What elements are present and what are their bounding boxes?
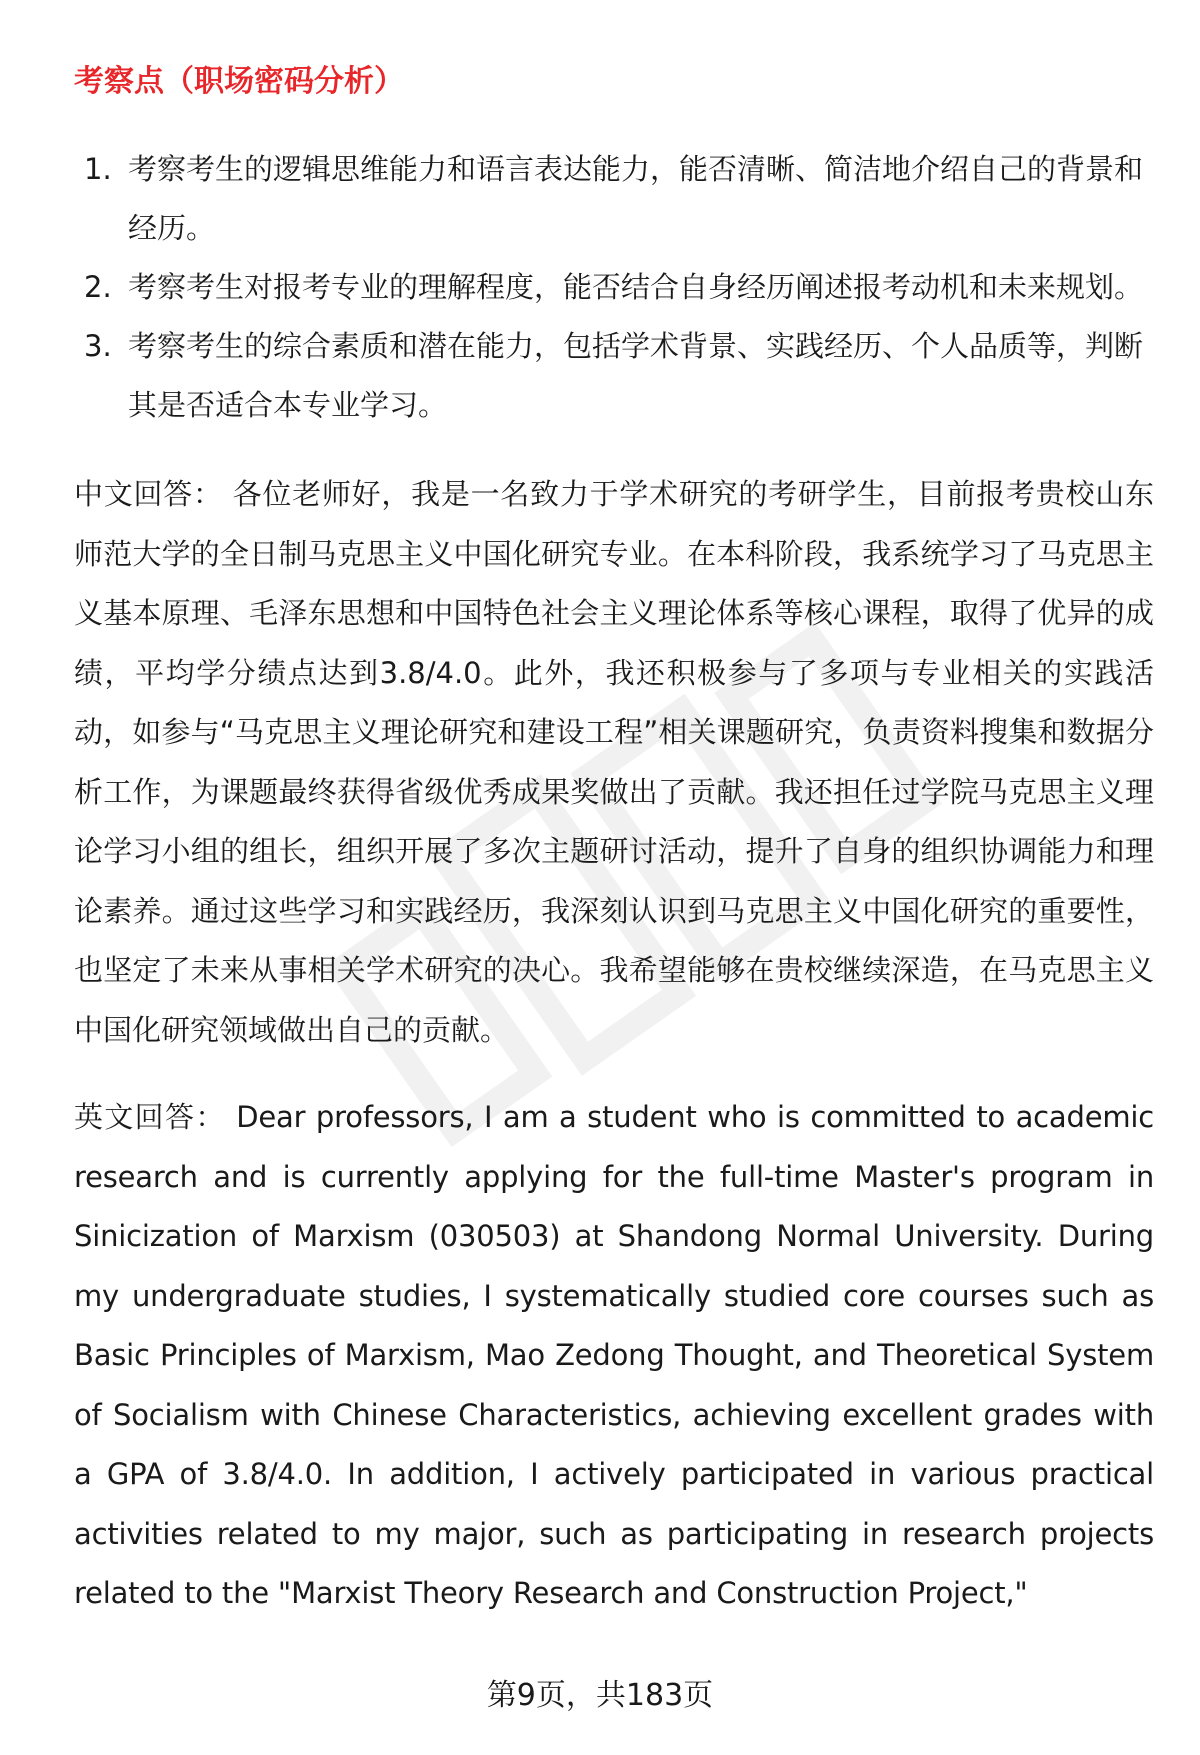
list-item-text: 考察考生的逻辑思维能力和语言表达能力，能否清晰、简洁地介绍自己的背景和经历。 bbox=[128, 152, 1144, 245]
list-item-number: 2. bbox=[84, 270, 112, 304]
list-item-number: 1. bbox=[84, 152, 112, 186]
chinese-answer-paragraph bbox=[74, 465, 1154, 1060]
list-item bbox=[74, 317, 1154, 435]
list-item-text: 考察考生的综合素质和潜在能力，包括学术背景、实践经历、个人品质等，判断其是否适合本专业学习。 bbox=[128, 329, 1144, 422]
page-number-footer: 第9页，共183页 bbox=[486, 1678, 714, 1713]
list-item bbox=[74, 258, 1154, 317]
english-answer-paragraph bbox=[74, 1088, 1154, 1624]
english-answer-text: Dear professors, I am a student who is committed to academic research and is currently applying for the full-time Master's program in Sinicization of Marxism (030503) at Shandong Normal University. During my undergraduate studies, I systematically studied core courses such as Basic Principles of Marxism, Mao Zedong Thought, and Theoretical System of Socialism with Chinese Characteristics, achieving excellent grades with a GPA of 3.8/4.0. In addition, I actively participated in various practical activities related to my major, such as participating in research projects related to the "Marxist Theory Research and Construction Project," bbox=[74, 1100, 1154, 1610]
chinese-answer-label: 中文回答： bbox=[74, 477, 223, 511]
list-item-number: 3. bbox=[84, 329, 112, 363]
list-item bbox=[74, 140, 1154, 258]
english-answer-label: 英文回答： bbox=[74, 1100, 226, 1134]
chinese-answer-text: 各位老师好，我是一名致力于学术研究的考研学生，目前报考贵校山东师范大学的全日制马克思主义中国化研究专业。在本科阶段，我系统学习了马克思主义基本原理、毛泽东思想和中国特色社会主义理论体系等核心课程，取得了优异的成绩，平均学分绩点达到3.8/4.0。此外，我还积极参与了多项与专业相关的实践活动，如参与“马克思主义理论研究和建设工程”相关课题研究，负责资料搜集和数据分析工作，为课题最终获得省级优秀成果奖做出了贡献。我还担任过学院马克思主义理论学习小组的组长，组织开展了多次主题研讨活动，提升了自身的组织协调能力和理论素养。通过这些学习和实践经历，我深刻认识到马克思主义中国化研究的重要性，也坚定了未来从事相关学术研究的决心。我希望能够在贵校继续深造，在马克思主义中国化研究领域做出自己的贡献。 bbox=[74, 477, 1154, 1047]
assessment-points-list bbox=[74, 140, 1154, 435]
list-item-text: 考察考生对报考专业的理解程度，能否结合自身经历阐述报考动机和未来规划。 bbox=[128, 270, 1144, 304]
section-title: 考察点（职场密码分析） bbox=[74, 64, 404, 99]
document-page bbox=[74, 58, 1154, 1624]
